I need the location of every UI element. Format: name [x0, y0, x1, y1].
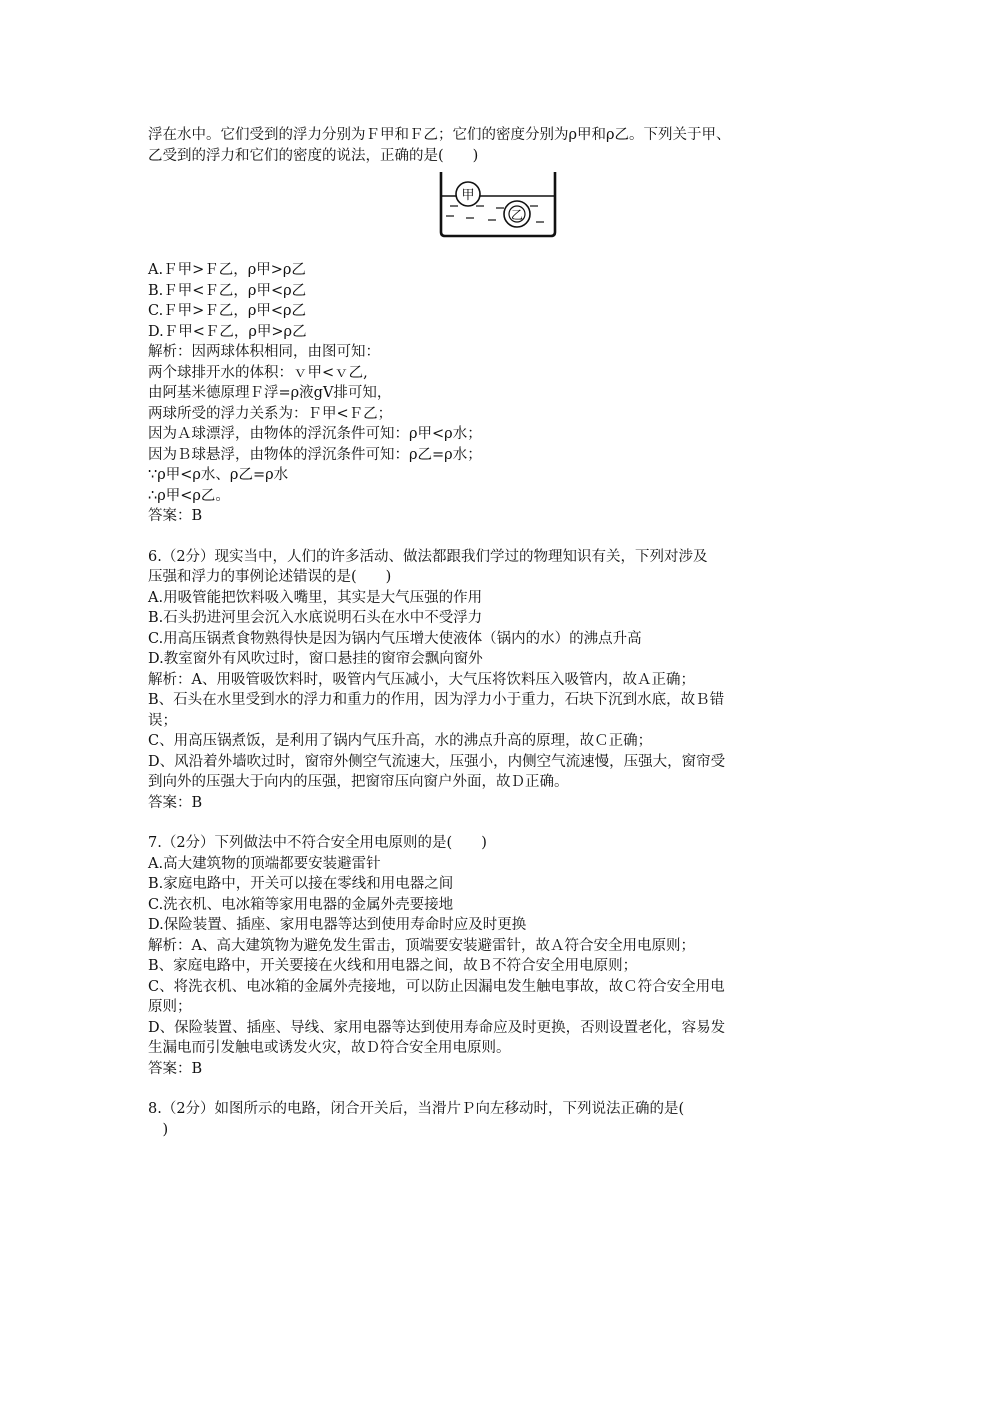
ball-a-label: 甲	[461, 188, 475, 203]
q7-analysis-line: B、家庭电路中，开关要接在火线和用电器之间，故Ｂ不符合安全用电原则；	[148, 958, 638, 974]
spacer	[148, 813, 858, 833]
q5-analysis-line: 因为Ｂ球悬浮，由物体的浮沉条件可知：ρ乙=ρ水；	[148, 446, 482, 463]
spacer	[148, 1079, 858, 1099]
q5-analysis-line: ∵ρ甲<ρ水、ρ乙=ρ水	[148, 467, 289, 483]
q6-analysis-line: C、用高压锅煮饭，是利用了锅内气压升高，水的沸点升高的原理，故Ｃ正确；	[148, 733, 653, 749]
q7-analysis-line: D、保险装置、插座、导线、家用电器等达到使用寿命应及时更换，否则设置老化，容易发	[148, 1019, 726, 1036]
q7-option-d: D.保险装置、插座、家用电器等达到使用寿命时应及时更换	[148, 917, 527, 933]
beaker-diagram	[438, 170, 558, 240]
spacer	[148, 527, 858, 547]
q6-analysis-line: 到向外的压强大于向内的压强，把窗帘压向窗户外面，故Ｄ正确。	[148, 774, 569, 790]
q8-stem-line-1: 8.（2分）如图所示的电路，闭合开关后，当滑片Ｐ向左移动时，下列说法正确的是(	[148, 1101, 685, 1117]
question-7	[148, 833, 858, 1079]
q5-option-a: A.Ｆ甲>Ｆ乙，ρ甲>ρ乙	[148, 262, 306, 278]
q7-option-c: C.洗衣机、电冰箱等家用电器的金属外壳要接地	[148, 896, 454, 913]
question-5	[148, 125, 858, 527]
q5-option-c: C.Ｆ甲>Ｆ乙，ρ甲<ρ乙	[148, 303, 307, 319]
q6-analysis-line: B、石头在水里受到水的浮力和重力的作用，因为浮力小于重力，石块下沉到水底，故Ｂ错	[148, 692, 725, 708]
q8-stem-line-2: )	[148, 1121, 169, 1138]
q6-analysis-line: D、风沿着外墙吹过时，窗帘外侧空气流速大，压强小，内侧空气流速慢，压强大，窗帘受	[148, 753, 726, 770]
q7-analysis-line: 原则；	[148, 999, 192, 1015]
q6-analysis-line: 误；	[148, 712, 177, 729]
q6-option-a: A.用吸管能把饮料吸入嘴里，其实是大气压强的作用	[148, 589, 483, 606]
q5-analysis-line: 由阿基米德原理Ｆ浮=ρ液gV排可知，	[148, 385, 392, 401]
q5-stem-line-2: 乙受到的浮力和它们的密度的说法，正确的是( )	[148, 147, 479, 164]
q7-stem-line-1: 7.（2分）下列做法中不符合安全用电原则的是( )	[148, 835, 487, 851]
question-8	[148, 1099, 858, 1140]
q5-option-d: D.Ｆ甲<Ｆ乙，ρ甲>ρ乙	[148, 323, 307, 340]
q5-analysis-line: 两个球排开水的体积：ｖ甲<ｖ乙,	[148, 364, 368, 381]
q5-answer: 答案：B	[148, 508, 203, 524]
document-page	[148, 125, 858, 1140]
q6-stem-line-1: 6.（2分）现实当中，人们的许多活动、做法都跟我们学过的物理知识有关，下列对涉及	[148, 548, 708, 565]
q5-stem-line-1: 浮在水中。它们受到的浮力分别为Ｆ甲和Ｆ乙；它们的密度分别为ρ甲和ρ乙。下列关于甲、	[148, 127, 731, 143]
q6-analysis-line: 解析：A、用吸管吸饮料时，吸管内气压减小，大气压将饮料压入吸管内，故Ａ正确；	[148, 671, 695, 688]
q6-stem-line-2: 压强和浮力的事例论述错误的是( )	[148, 569, 392, 585]
q5-analysis-line: 解析：因两球体积相同，由图可知：	[148, 344, 380, 360]
q7-analysis-line: 生漏电而引发触电或诱发火灾，故Ｄ符合安全用电原则。	[148, 1040, 511, 1056]
q6-option-c: C.用高压锅煮食物熟得快是因为锅内气压增大使液体（锅内的水）的沸点升高	[148, 630, 642, 647]
q7-answer: 答案：B	[148, 1060, 203, 1077]
q6-answer: 答案：B	[148, 794, 203, 811]
q6-option-b: B.石头扔进河里会沉入水底说明石头在水中不受浮力	[148, 610, 483, 626]
q7-option-a: A.高大建筑物的顶端都要安装避雷针	[148, 855, 381, 872]
beaker-outline	[441, 172, 555, 236]
q6-option-d: D.教室窗外有风吹过时，窗口悬挂的窗帘会飘向窗外	[148, 651, 483, 667]
q5-analysis-line: 两球所受的浮力关系为：Ｆ甲<Ｆ乙；	[148, 405, 393, 422]
q5-analysis-line: ∴ρ甲<ρ乙。	[148, 487, 230, 504]
q5-analysis-line: 因为Ａ球漂浮，由物体的浮沉条件可知：ρ甲<ρ水；	[148, 426, 482, 442]
q7-analysis-line: C、将洗衣机、电冰箱的金属外壳接地，可以防止因漏电发生触电事故，故Ｃ符合安全用电	[148, 978, 725, 995]
q7-analysis-line: 解析：A、高大建筑物为避免发生雷击，顶端要安装避雷针，故Ａ符合安全用电原则；	[148, 937, 695, 954]
q7-option-b: B.家庭电路中，开关可以接在零线和用电器之间	[148, 876, 454, 892]
ball-b-label: 乙	[510, 208, 524, 222]
q5-option-b: B.Ｆ甲<Ｆ乙，ρ甲<ρ乙	[148, 282, 307, 299]
question-6	[148, 547, 858, 814]
q5-figure	[148, 166, 858, 260]
